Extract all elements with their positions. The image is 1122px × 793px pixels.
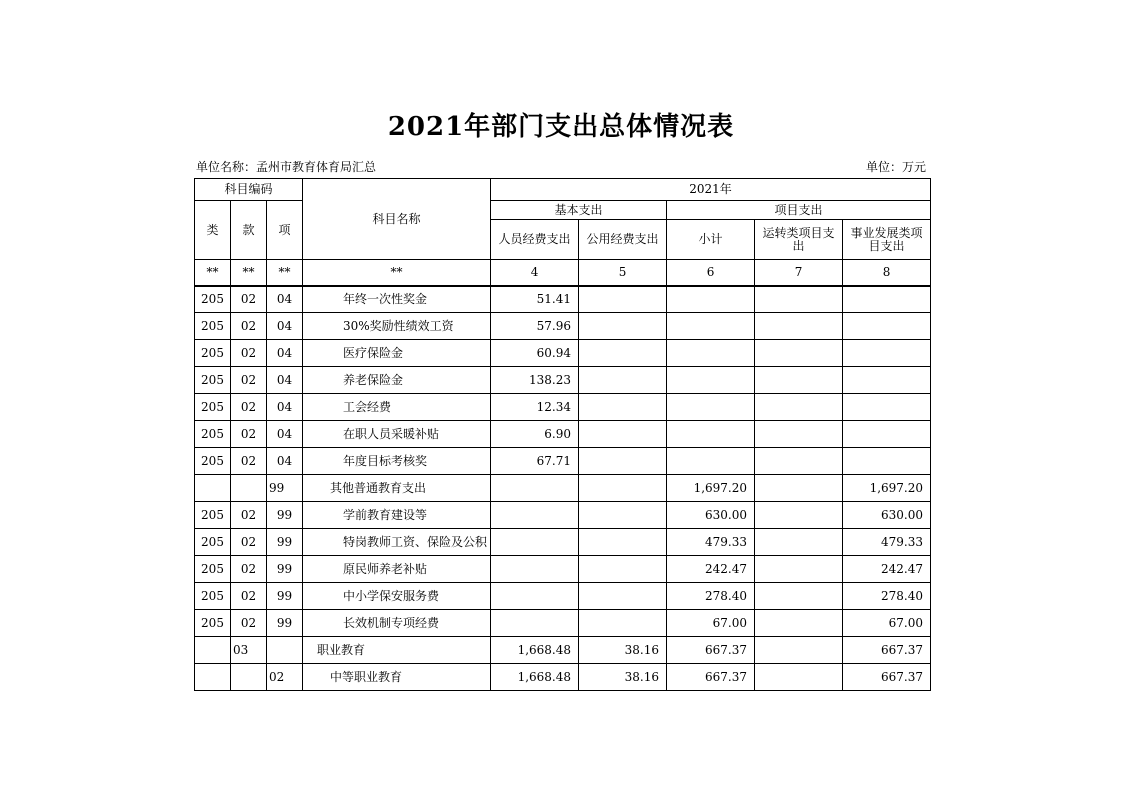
xiang-cell: 02 bbox=[267, 664, 303, 691]
page-title: 2021年部门支出总体情况表 bbox=[387, 112, 735, 142]
xiang-cell: 99 bbox=[267, 502, 303, 529]
subject-name-cell: 30%奖励性绩效工资 bbox=[303, 313, 491, 340]
subject-name-cell: 中小学保安服务费 bbox=[303, 583, 491, 610]
subtotal-header: 小计 bbox=[667, 220, 755, 260]
table-row bbox=[195, 502, 931, 529]
table-row bbox=[195, 448, 931, 475]
operation-cell bbox=[755, 637, 843, 664]
index-row bbox=[195, 260, 931, 286]
development-cell: 479.33 bbox=[843, 529, 931, 556]
xiang-cell: 04 bbox=[267, 367, 303, 394]
operation-cell bbox=[755, 367, 843, 394]
lei-cell: 205 bbox=[195, 394, 231, 421]
basic-expenditure-header: 基本支出 bbox=[491, 201, 667, 220]
operation-cell bbox=[755, 394, 843, 421]
table-row bbox=[195, 610, 931, 637]
table-row bbox=[195, 286, 931, 313]
kuan-cell: 02 bbox=[231, 448, 267, 475]
public-cell bbox=[579, 583, 667, 610]
index-cell: ** bbox=[303, 260, 491, 286]
operation-cell bbox=[755, 340, 843, 367]
xiang-cell bbox=[267, 637, 303, 664]
public-cell bbox=[579, 448, 667, 475]
lei-cell: 205 bbox=[195, 313, 231, 340]
kuan-cell bbox=[231, 475, 267, 502]
subject-name-cell: 年终一次性奖金 bbox=[303, 286, 491, 313]
development-cell bbox=[843, 421, 931, 448]
subtotal-cell: 278.40 bbox=[667, 583, 755, 610]
personnel-cell: 67.71 bbox=[491, 448, 579, 475]
kuan-cell: 02 bbox=[231, 286, 267, 313]
index-cell: 7 bbox=[755, 260, 843, 286]
public-cell: 38.16 bbox=[579, 637, 667, 664]
personnel-cell: 60.94 bbox=[491, 340, 579, 367]
subtotal-cell bbox=[667, 394, 755, 421]
table-row bbox=[195, 529, 931, 556]
lei-cell: 205 bbox=[195, 529, 231, 556]
table-row bbox=[195, 583, 931, 610]
operation-cell bbox=[755, 529, 843, 556]
kuan-cell: 02 bbox=[231, 529, 267, 556]
xiang-cell: 04 bbox=[267, 340, 303, 367]
personnel-cell bbox=[491, 502, 579, 529]
subject-name-cell: 其他普通教育支出 bbox=[303, 475, 491, 502]
xiang-cell: 04 bbox=[267, 394, 303, 421]
subtotal-cell bbox=[667, 286, 755, 313]
operation-cell bbox=[755, 421, 843, 448]
operation-cell bbox=[755, 502, 843, 529]
kuan-header: 款 bbox=[231, 201, 267, 260]
personnel-cell bbox=[491, 583, 579, 610]
development-cell: 242.47 bbox=[843, 556, 931, 583]
public-cell bbox=[579, 394, 667, 421]
kuan-cell: 02 bbox=[231, 583, 267, 610]
personnel-cell bbox=[491, 529, 579, 556]
subtotal-cell: 667.37 bbox=[667, 637, 755, 664]
subtotal-cell: 479.33 bbox=[667, 529, 755, 556]
public-cell bbox=[579, 502, 667, 529]
lei-cell bbox=[195, 637, 231, 664]
table-row bbox=[195, 421, 931, 448]
table-row bbox=[195, 313, 931, 340]
personnel-cell: 51.41 bbox=[491, 286, 579, 313]
currency-unit-label: 单位：万元 bbox=[865, 160, 926, 174]
lei-cell: 205 bbox=[195, 340, 231, 367]
index-cell: 4 bbox=[491, 260, 579, 286]
index-cell: 5 bbox=[579, 260, 667, 286]
personnel-cell: 1,668.48 bbox=[491, 664, 579, 691]
lei-cell: 205 bbox=[195, 448, 231, 475]
subject-name-cell: 中等职业教育 bbox=[303, 664, 491, 691]
table-row bbox=[195, 394, 931, 421]
xiang-header: 项 bbox=[267, 201, 303, 260]
kuan-cell: 02 bbox=[231, 394, 267, 421]
xiang-cell: 99 bbox=[267, 529, 303, 556]
development-cell bbox=[843, 367, 931, 394]
subject-name-cell: 工会经费 bbox=[303, 394, 491, 421]
development-cell bbox=[843, 286, 931, 313]
xiang-cell: 04 bbox=[267, 286, 303, 313]
public-expense-header: 公用经费支出 bbox=[579, 220, 667, 260]
table-row bbox=[195, 556, 931, 583]
index-cell: ** bbox=[267, 260, 303, 286]
public-cell bbox=[579, 475, 667, 502]
operation-cell bbox=[755, 556, 843, 583]
kuan-cell: 02 bbox=[231, 367, 267, 394]
development-cell bbox=[843, 340, 931, 367]
development-cell: 630.00 bbox=[843, 502, 931, 529]
lei-cell bbox=[195, 664, 231, 691]
table-row bbox=[195, 664, 931, 691]
lei-cell: 205 bbox=[195, 421, 231, 448]
operation-project-header: 运转类项目支出 bbox=[755, 220, 843, 260]
subtotal-cell: 67.00 bbox=[667, 610, 755, 637]
xiang-cell: 04 bbox=[267, 421, 303, 448]
lei-header: 类 bbox=[195, 201, 231, 260]
xiang-cell: 04 bbox=[267, 448, 303, 475]
xiang-cell: 04 bbox=[267, 313, 303, 340]
subject-name-cell: 年度目标考核奖 bbox=[303, 448, 491, 475]
subtotal-cell: 1,697.20 bbox=[667, 475, 755, 502]
development-cell: 667.37 bbox=[843, 664, 931, 691]
kuan-cell: 02 bbox=[231, 502, 267, 529]
development-cell bbox=[843, 313, 931, 340]
table-row bbox=[195, 637, 931, 664]
development-cell: 667.37 bbox=[843, 637, 931, 664]
subtotal-cell: 242.47 bbox=[667, 556, 755, 583]
development-cell: 278.40 bbox=[843, 583, 931, 610]
xiang-cell: 99 bbox=[267, 583, 303, 610]
kuan-cell: 02 bbox=[231, 556, 267, 583]
subtotal-cell bbox=[667, 367, 755, 394]
public-cell bbox=[579, 556, 667, 583]
subtotal-cell: 667.37 bbox=[667, 664, 755, 691]
public-cell bbox=[579, 286, 667, 313]
project-expenditure-header: 项目支出 bbox=[667, 201, 931, 220]
personnel-cell: 57.96 bbox=[491, 313, 579, 340]
personnel-cell bbox=[491, 610, 579, 637]
kuan-cell: 02 bbox=[231, 340, 267, 367]
public-cell bbox=[579, 610, 667, 637]
subtotal-cell bbox=[667, 421, 755, 448]
index-cell: 6 bbox=[667, 260, 755, 286]
subject-name-cell: 长效机制专项经费 bbox=[303, 610, 491, 637]
personnel-cell: 12.34 bbox=[491, 394, 579, 421]
subject-code-header: 科目编码 bbox=[195, 179, 303, 201]
operation-cell bbox=[755, 448, 843, 475]
personnel-cell bbox=[491, 475, 579, 502]
development-cell: 67.00 bbox=[843, 610, 931, 637]
index-cell: ** bbox=[231, 260, 267, 286]
subject-name-cell: 医疗保险金 bbox=[303, 340, 491, 367]
public-cell: 38.16 bbox=[579, 664, 667, 691]
kuan-cell: 02 bbox=[231, 610, 267, 637]
operation-cell bbox=[755, 583, 843, 610]
table-row bbox=[195, 367, 931, 394]
kuan-cell: 03 bbox=[231, 637, 267, 664]
expenditure-table bbox=[194, 178, 931, 691]
xiang-cell: 99 bbox=[267, 475, 303, 502]
operation-cell bbox=[755, 313, 843, 340]
development-project-header: 事业发展类项目支出 bbox=[843, 220, 931, 260]
lei-cell: 205 bbox=[195, 610, 231, 637]
public-cell bbox=[579, 367, 667, 394]
public-cell bbox=[579, 421, 667, 448]
personnel-cell: 6.90 bbox=[491, 421, 579, 448]
public-cell bbox=[579, 340, 667, 367]
lei-cell: 205 bbox=[195, 556, 231, 583]
personnel-cell bbox=[491, 556, 579, 583]
table-row bbox=[195, 340, 931, 367]
subtotal-cell bbox=[667, 448, 755, 475]
subtotal-cell bbox=[667, 340, 755, 367]
personnel-cell: 138.23 bbox=[491, 367, 579, 394]
operation-cell bbox=[755, 610, 843, 637]
unit-name-label: 单位名称：孟州市教育体育局汇总 bbox=[196, 160, 377, 174]
subject-name-cell: 学前教育建设等 bbox=[303, 502, 491, 529]
index-cell: ** bbox=[195, 260, 231, 286]
subject-name-cell: 职业教育 bbox=[303, 637, 491, 664]
lei-cell: 205 bbox=[195, 286, 231, 313]
lei-cell bbox=[195, 475, 231, 502]
lei-cell: 205 bbox=[195, 583, 231, 610]
kuan-cell: 02 bbox=[231, 421, 267, 448]
kuan-cell: 02 bbox=[231, 313, 267, 340]
development-cell bbox=[843, 394, 931, 421]
development-cell bbox=[843, 448, 931, 475]
subject-name-cell: 在职人员采暖补贴 bbox=[303, 421, 491, 448]
subject-name-cell: 原民师养老补贴 bbox=[303, 556, 491, 583]
kuan-cell bbox=[231, 664, 267, 691]
subject-name-cell: 特岗教师工资、保险及公积 bbox=[303, 529, 491, 556]
public-cell bbox=[579, 313, 667, 340]
index-cell: 8 bbox=[843, 260, 931, 286]
public-cell bbox=[579, 529, 667, 556]
year-header: 2021年 bbox=[491, 179, 931, 201]
personnel-expense-header: 人员经费支出 bbox=[491, 220, 579, 260]
subtotal-cell bbox=[667, 313, 755, 340]
development-cell: 1,697.20 bbox=[843, 475, 931, 502]
lei-cell: 205 bbox=[195, 367, 231, 394]
operation-cell bbox=[755, 475, 843, 502]
xiang-cell: 99 bbox=[267, 610, 303, 637]
lei-cell: 205 bbox=[195, 502, 231, 529]
xiang-cell: 99 bbox=[267, 556, 303, 583]
operation-cell bbox=[755, 664, 843, 691]
table-row bbox=[195, 475, 931, 502]
subject-name-header: 科目名称 bbox=[303, 179, 491, 260]
personnel-cell: 1,668.48 bbox=[491, 637, 579, 664]
subtotal-cell: 630.00 bbox=[667, 502, 755, 529]
operation-cell bbox=[755, 286, 843, 313]
subject-name-cell: 养老保险金 bbox=[303, 367, 491, 394]
